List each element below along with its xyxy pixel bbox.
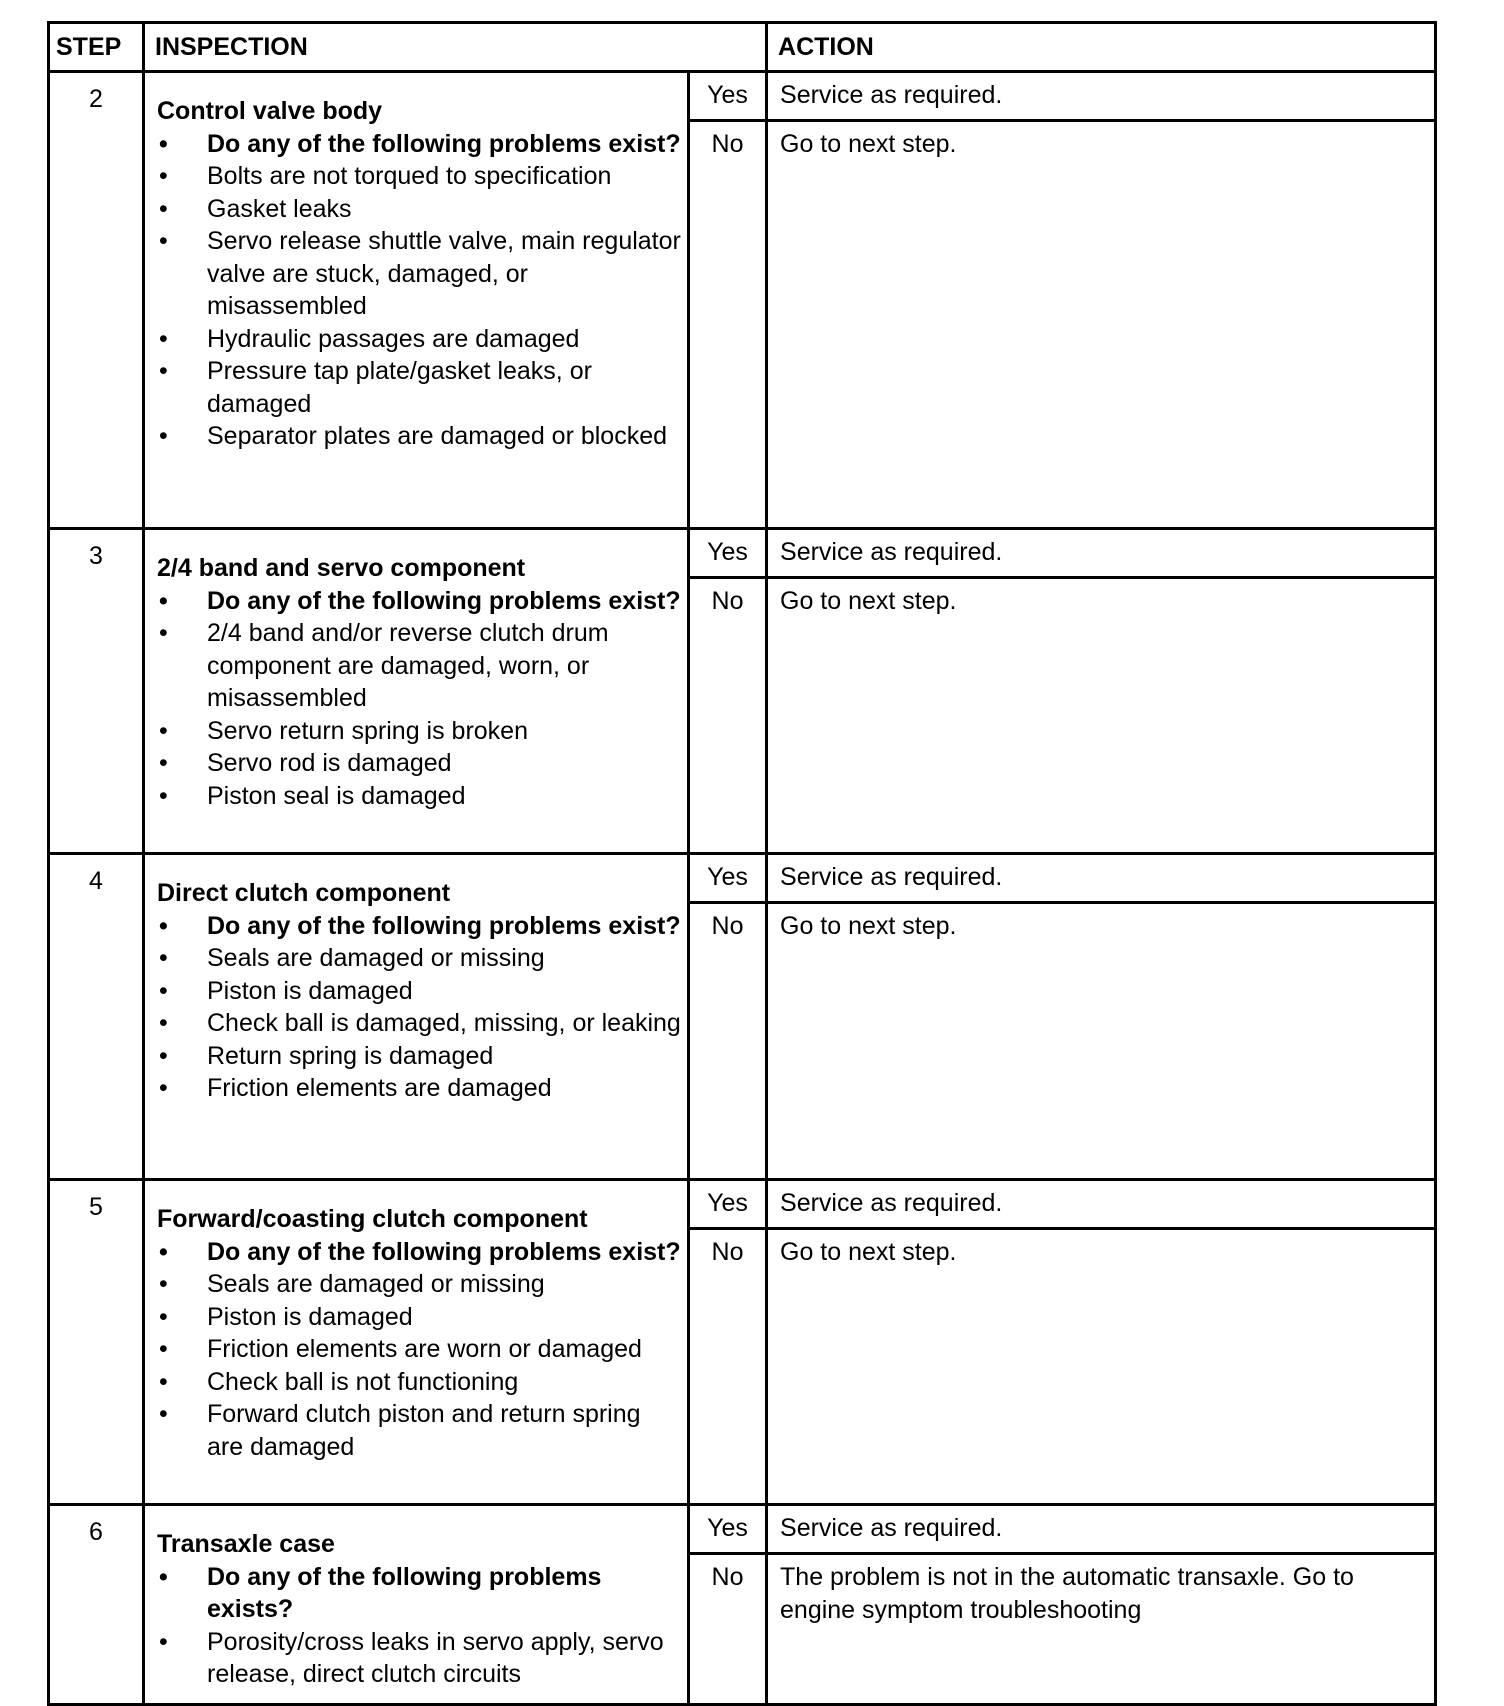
yes-action: Service as required. bbox=[767, 1180, 1436, 1229]
problem-item: • Servo rod is damaged bbox=[157, 747, 681, 780]
no-action: The problem is not in the automatic transaxle. Go to engine symptom troubleshooting bbox=[767, 1554, 1436, 1705]
header-row bbox=[49, 23, 1436, 72]
yes-label: Yes bbox=[689, 854, 767, 903]
step-number: 2 bbox=[49, 72, 144, 529]
problem-item: • Friction elements are worn or damaged bbox=[157, 1333, 681, 1366]
no-action: Go to next step. bbox=[767, 121, 1436, 529]
problem-item: • Pressure tap plate/gasket leaks, or damaged bbox=[157, 355, 681, 420]
yes-label: Yes bbox=[689, 72, 767, 121]
problem-item: • Gasket leaks bbox=[157, 193, 681, 226]
step-row bbox=[49, 1505, 1436, 1554]
inspection-title: Transaxle case bbox=[157, 1530, 335, 1558]
no-label: No bbox=[689, 121, 767, 529]
problem-item: • Piston is damaged bbox=[157, 1301, 681, 1334]
problem-item: • Servo release shuttle valve, main regulator valve are stuck, damaged, or misassembled bbox=[157, 225, 681, 323]
no-label: No bbox=[689, 1554, 767, 1705]
yes-label: Yes bbox=[689, 1180, 767, 1229]
step-number: 3 bbox=[49, 529, 144, 854]
step-number: 6 bbox=[49, 1505, 144, 1705]
inspection-cell bbox=[144, 854, 689, 1180]
inspection-title: Forward/coasting clutch component bbox=[157, 1205, 588, 1233]
inspection-cell bbox=[144, 1505, 689, 1705]
problem-item: • Forward clutch piston and return spring are damaged bbox=[157, 1398, 681, 1463]
problem-item: • Check ball is damaged, missing, or leaking bbox=[157, 1007, 681, 1040]
problem-item: • Check ball is not functioning bbox=[157, 1366, 681, 1399]
no-label: No bbox=[689, 1229, 767, 1505]
step-row bbox=[49, 854, 1436, 903]
yes-label: Yes bbox=[689, 529, 767, 578]
inspection-question: • Do any of the following problems exist? bbox=[157, 910, 681, 943]
inspection-title: Direct clutch component bbox=[157, 879, 451, 907]
step-row bbox=[49, 1180, 1436, 1229]
inspection-cell bbox=[144, 1180, 689, 1505]
problem-item: • 2/4 band and/or reverse clutch drum component are damaged, worn, or misassembled bbox=[157, 617, 681, 715]
problem-item: • Seals are damaged or missing bbox=[157, 942, 681, 975]
yes-action: Service as required. bbox=[767, 1505, 1436, 1554]
step-row bbox=[49, 72, 1436, 121]
yes-action: Service as required. bbox=[767, 72, 1436, 121]
problem-item: • Porosity/cross leaks in servo apply, servo release, direct clutch circuits bbox=[157, 1626, 681, 1691]
header-step: STEP bbox=[49, 23, 144, 72]
problem-item: • Separator plates are damaged or blocked bbox=[157, 420, 681, 453]
yes-action: Service as required. bbox=[767, 854, 1436, 903]
inspection-cell bbox=[144, 72, 689, 529]
header-inspection: INSPECTION bbox=[144, 23, 767, 72]
problem-item: • Bolts are not torqued to specification bbox=[157, 160, 681, 193]
problem-item: • Piston is damaged bbox=[157, 975, 681, 1008]
header-action: ACTION bbox=[767, 23, 1436, 72]
step-number: 4 bbox=[49, 854, 144, 1180]
inspection-question: • Do any of the following problems exist? bbox=[157, 128, 681, 161]
step-row bbox=[49, 529, 1436, 578]
problem-item: • Hydraulic passages are damaged bbox=[157, 323, 681, 356]
problem-item: • Piston seal is damaged bbox=[157, 780, 681, 813]
inspection-title: 2/4 band and servo component bbox=[157, 554, 526, 582]
yes-action: Service as required. bbox=[767, 529, 1436, 578]
no-label: No bbox=[689, 578, 767, 854]
inspection-question: • Do any of the following problems exist? bbox=[157, 585, 681, 618]
inspection-cell bbox=[144, 529, 689, 854]
step-number: 5 bbox=[49, 1180, 144, 1505]
no-action: Go to next step. bbox=[767, 578, 1436, 854]
no-label: No bbox=[689, 903, 767, 1180]
problem-item: • Servo return spring is broken bbox=[157, 715, 681, 748]
inspection-question: • Do any of the following problems exist? bbox=[157, 1236, 681, 1269]
problem-item: • Return spring is damaged bbox=[157, 1040, 681, 1073]
troubleshooting-table bbox=[47, 21, 1437, 1706]
problem-item: • Seals are damaged or missing bbox=[157, 1268, 681, 1301]
yes-label: Yes bbox=[689, 1505, 767, 1554]
inspection-title: Control valve body bbox=[157, 97, 383, 125]
inspection-question: • Do any of the following problems exists? bbox=[157, 1561, 681, 1626]
no-action: Go to next step. bbox=[767, 903, 1436, 1180]
problem-item: • Friction elements are damaged bbox=[157, 1072, 681, 1105]
no-action: Go to next step. bbox=[767, 1229, 1436, 1505]
